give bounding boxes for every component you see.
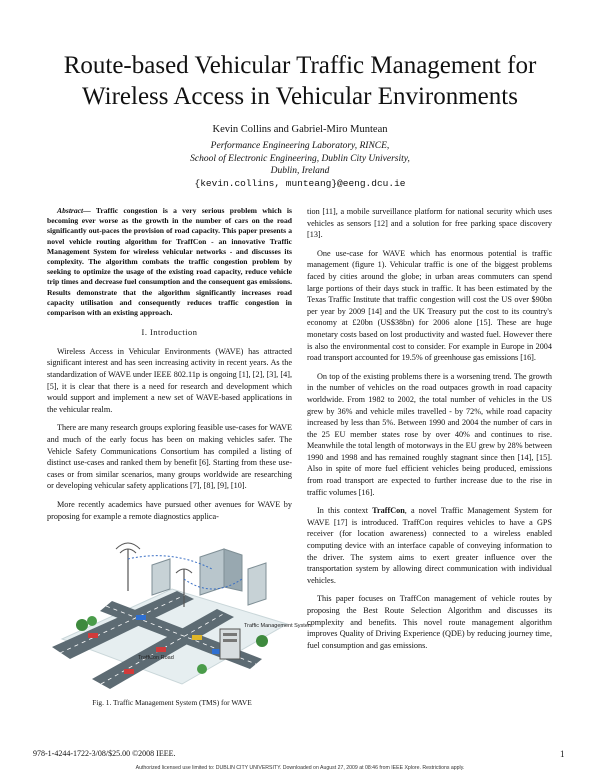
- intro-paragraph-3: More recently academics have pursued other avenues for WAVE by proposing for example a remote diagnostics applica-: [47, 499, 292, 521]
- traffic-illustration: [52, 529, 313, 691]
- title-line-2: Wireless Access in Vehicular Environments: [82, 83, 518, 110]
- affiliation-line-1: Performance Engineering Laboratory, RINCE,: [210, 141, 390, 151]
- right-paragraph-3: [307, 505, 552, 586]
- figure-label-road: TraffCon Road: [138, 655, 174, 662]
- license-notice: Authorized licensed use limited to: DUBLIN CITY UNIVERSITY. Downloaded on August 27, 2009 at 08:46 from IEEE Xplore. Restrictions apply.: [135, 765, 465, 771]
- right-paragraph-4: This paper focuses on TraffCon management of vehicle routes by proposing the Best Route Selection Algorithm and discusses its complexity and benefits. This novel route management algorithm improves Quality of Driving Experience (QDE) by reducing journey time, fuel consumption and gas emissions.: [307, 594, 552, 650]
- affiliation-line-3: Dublin, Ireland: [270, 166, 330, 176]
- figure-label-tms: Traffic Management System: [244, 623, 313, 630]
- title-line-1: Route-based Vehicular Traffic Management for: [63, 52, 537, 79]
- left-column: [47, 206, 313, 707]
- right-column: [307, 206, 552, 658]
- intro-paragraph-2: There are many research groups exploring feasible use-cases for WAVE and much of the early focus has been on making vehicles safer. The Vehicle Safety Communications Consortium has compiled a listing of distinct use-cases and ranked them by benefit [6]. Starting from these use-cases or from similar scenarios, many groups worldwide are researching or developing vehicular safety applications [7], [8], [9], [10].: [47, 423, 292, 491]
- right-paragraph-2: On top of the existing problems there is a worsening trend. The growth in the number of vehicles on the road outpaces growth in road capacity worldwide. From 1982 to 2002, the total number of vehicles in the US grew by 36% and vehicle miles travelled - by 72%, while road capacity increased by less than 5%. Between 1990 and 2004 the number of cars in the 25 EU member states rose by over 40% and continues to rise. Meanwhile the total length of motorways in the EU grew by 28% between 1990 and 1998 and has remained roughly stagnant since then [14], [15]. Also in spite of more fuel efficient vehicles being produced, emissions from road transport are expected to further increase due to the rise in traffic volumes [16].: [307, 371, 552, 497]
- abstract-label: Abstract: [57, 206, 84, 215]
- paper-title: [40, 50, 560, 112]
- copyright-line: 978-1-4244-1722-3/08/$25.00 ©2008 IEEE.: [33, 749, 176, 758]
- affiliation: [0, 140, 600, 178]
- traffcon-term: TraffCon: [372, 506, 405, 516]
- abstract: [47, 206, 292, 318]
- authors: Kevin Collins and Gabriel-Miro Muntean: [212, 124, 388, 135]
- page-number: 1: [560, 749, 565, 759]
- right-paragraph-1: One use-case for WAVE which has enormous potential is traffic management (figure 1). Vehicular traffic is one of the biggest problems faced by cities around the globe; in urban areas commuters can spend large portions of their days stuck in traffic. It has been estimated by the Texas Traffic Institute that traffic congestion will cost the US over $90bn per year by 2009 [14] and the UK Treasury put the cost to its country's economy at £20bn (US$38bn) for 2006 alone [15]. These are huge monetary costs based on lost productivity and wasted fuel. However there is also the environmental cost to consider. For example in Europe in 2004 road transport accounted for 19.5% of greenhouse gas emissions [16].: [307, 248, 552, 363]
- figure-caption: Fig. 1. Traffic Management System (TMS) for WAVE: [92, 697, 252, 707]
- abstract-text: — Traffic congestion is a very serious problem which is becoming ever worse as the growth in the number of cars on the road significantly out-paces the provision of road capacity. This paper presents a novel vehicle routing algorithm for TraffCon - an innovative Traffic Management System for wireless vehicular networks - and discusses its complexity. The algorithm combats the traffic congestion problem by seeking to optimize the usage of the existing road capacity, reduce vehicle trip times and decrease fuel consumption and the consequent gas emissions. Results demonstrate that the algorithm significantly increases road capacity utilisation and consequently reduces traffic congestion in comparison with an existing approach.: [47, 206, 292, 318]
- affiliation-line-2: School of Electronic Engineering, Dublin City University,: [190, 153, 410, 164]
- intro-paragraph-1: Wireless Access in Vehicular Environments (WAVE) has attracted significant interest and has seen increasing activity in recent years. As the standardization of WAVE under IEEE 802.11p is ongoing [1], [2], [3], [4], [5], it is clear that there is a need for research and development which would support and implement a new set of WAVE-based applications in the vehicular realm.: [47, 346, 292, 414]
- right-paragraph-3-rest: , a novel Traffic Management System for WAVE [17] is introduced. TraffCon requires vehicles to have a GPS receiver (for location awareness) connected to a wireless enabled computing device with an interface capable of conveying information to the driver. The system aims to exert greater influence over the transportation system by allowing direct communication with individual vehicles.: [307, 506, 552, 585]
- section-heading-introduction: I. Introduction: [141, 328, 198, 338]
- figure-1: [52, 529, 313, 707]
- right-paragraph-0: tion [11], a mobile surveillance platform for national security which uses vehicles as sensors [12] and a solution for free parking space discovery [13].: [307, 207, 552, 240]
- author-email: {kevin.collins, munteang}@eeng.dcu.ie: [194, 178, 406, 189]
- right-paragraph-3-start: In this context: [317, 506, 373, 516]
